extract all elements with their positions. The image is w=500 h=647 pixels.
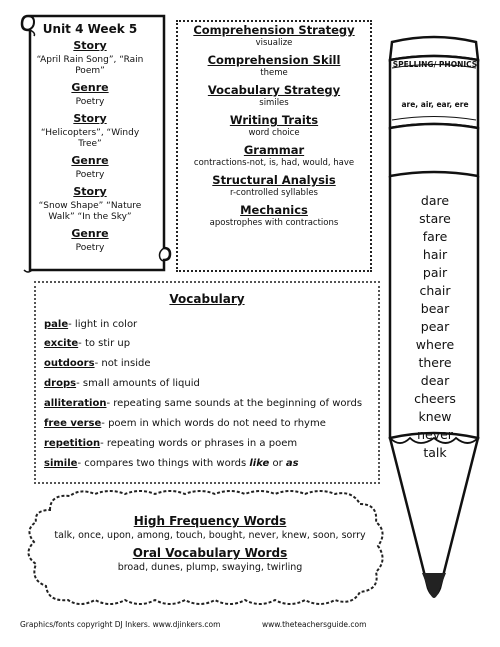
spelling-word-list (395, 192, 475, 462)
spelling-word: knew (418, 409, 452, 424)
phonics-sounds: are, air, ear, ere (401, 100, 469, 109)
spelling-word: chair (419, 283, 451, 298)
spelling-word: pear (420, 319, 450, 334)
structural-analysis-value: r-controlled syllables (230, 188, 318, 198)
vocab-emph-as: as (285, 458, 299, 469)
vocab-item (44, 438, 297, 449)
spelling-word: dear (420, 373, 450, 388)
writing-traits-heading: Writing Traits (229, 113, 319, 127)
vocab-word: free verse (44, 418, 102, 429)
vocab-emph-like: like (249, 458, 270, 469)
high-frequency-words: talk, once, upon, among, touch, bought, never, knew, soon, sorry (54, 530, 366, 541)
vocab-def: - poem in which words do not need to rhyme (101, 418, 326, 429)
story-heading: Story (73, 185, 107, 198)
high-frequency-title: High Frequency Words (133, 514, 287, 528)
scroll-content (30, 24, 150, 254)
genre-value: Poetry (75, 170, 105, 180)
spelling-word: hair (422, 247, 448, 262)
vocab-def: - small amounts of liquid (76, 378, 200, 389)
vocab-item (44, 358, 151, 369)
writing-traits-value: word choice (248, 128, 300, 138)
vocabulary-title: Vocabulary (169, 292, 245, 306)
vocab-word: excite (44, 338, 79, 349)
spelling-word: never (417, 427, 453, 442)
spelling-word: fare (422, 229, 448, 244)
story-heading: Story (73, 112, 107, 125)
footer-url: www.theteachersguide.com (262, 620, 367, 629)
cloud-content (50, 514, 370, 574)
vocab-def: - repeating same sounds at the beginning of words (106, 398, 363, 409)
vocabulary-strategy-heading: Vocabulary Strategy (207, 83, 341, 97)
comprehension-strategy-value: visualize (255, 38, 293, 48)
story-value: “Snow Shape” “Nature Walk” “In the Sky” (38, 201, 142, 222)
genre-heading: Genre (71, 154, 109, 167)
vocabulary-strategy-value: similes (259, 98, 289, 108)
spelling-word: pair (422, 265, 448, 280)
mechanics-value: apostrophes with contractions (209, 218, 339, 228)
vocab-word: alliteration (44, 398, 107, 409)
oral-vocabulary-words: broad, dunes, plump, swaying, twirling (117, 562, 303, 573)
vocab-item (44, 458, 299, 469)
spelling-heading: SPELLING/ PHONICS (392, 60, 478, 69)
vocab-def: - repeating words or phrases in a poem (100, 438, 298, 449)
structural-analysis-heading: Structural Analysis (212, 173, 336, 187)
vocab-item (44, 398, 362, 409)
vocab-item (44, 319, 137, 330)
spelling-word: there (418, 355, 452, 370)
vocab-connector: or (269, 458, 286, 469)
genre-value: Poetry (75, 243, 105, 253)
vocab-item (44, 418, 326, 429)
spelling-word: where (415, 337, 455, 352)
mechanics-heading: Mechanics (240, 203, 308, 217)
unit-title: Unit 4 Week 5 (42, 22, 138, 36)
vocab-word: outdoors (44, 358, 95, 369)
vocab-word: drops (44, 378, 77, 389)
vocab-item (44, 338, 130, 349)
vocab-word: repetition (44, 438, 101, 449)
vocab-def: - light in color (68, 319, 138, 330)
comprehension-skill-value: theme (260, 68, 288, 78)
grammar-value: contractions-not, is, had, would, have (193, 158, 355, 168)
spelling-word: dare (420, 193, 450, 208)
spelling-word: stare (419, 211, 451, 226)
genre-value: Poetry (75, 97, 105, 107)
genre-heading: Genre (71, 227, 109, 240)
spelling-word: bear (420, 301, 450, 316)
story-value: “April Rain Song”, “Rain Poem” (36, 55, 144, 76)
story-heading: Story (73, 39, 107, 52)
vocab-def: - compares two things with words (77, 458, 250, 469)
vocab-word: simile (44, 458, 78, 469)
grammar-heading: Grammar (243, 143, 305, 157)
vocab-item (44, 378, 200, 389)
vocab-def: - to stir up (78, 338, 131, 349)
story-value: “Helicopters”, “Windy Tree” (40, 128, 140, 149)
oral-vocabulary-title: Oral Vocabulary Words (132, 546, 288, 560)
spelling-word: talk (423, 445, 447, 460)
strategies-content (176, 23, 372, 228)
genre-heading: Genre (71, 81, 109, 94)
footer-copyright: Graphics/fonts copyright DJ Inkers. www.djinkers.com (20, 620, 221, 629)
comprehension-skill-heading: Comprehension Skill (207, 53, 341, 67)
vocab-def: - not inside (94, 358, 151, 369)
comprehension-strategy-heading: Comprehension Strategy (193, 23, 355, 37)
vocab-word: pale (44, 319, 69, 330)
spelling-word: cheers (414, 391, 456, 406)
